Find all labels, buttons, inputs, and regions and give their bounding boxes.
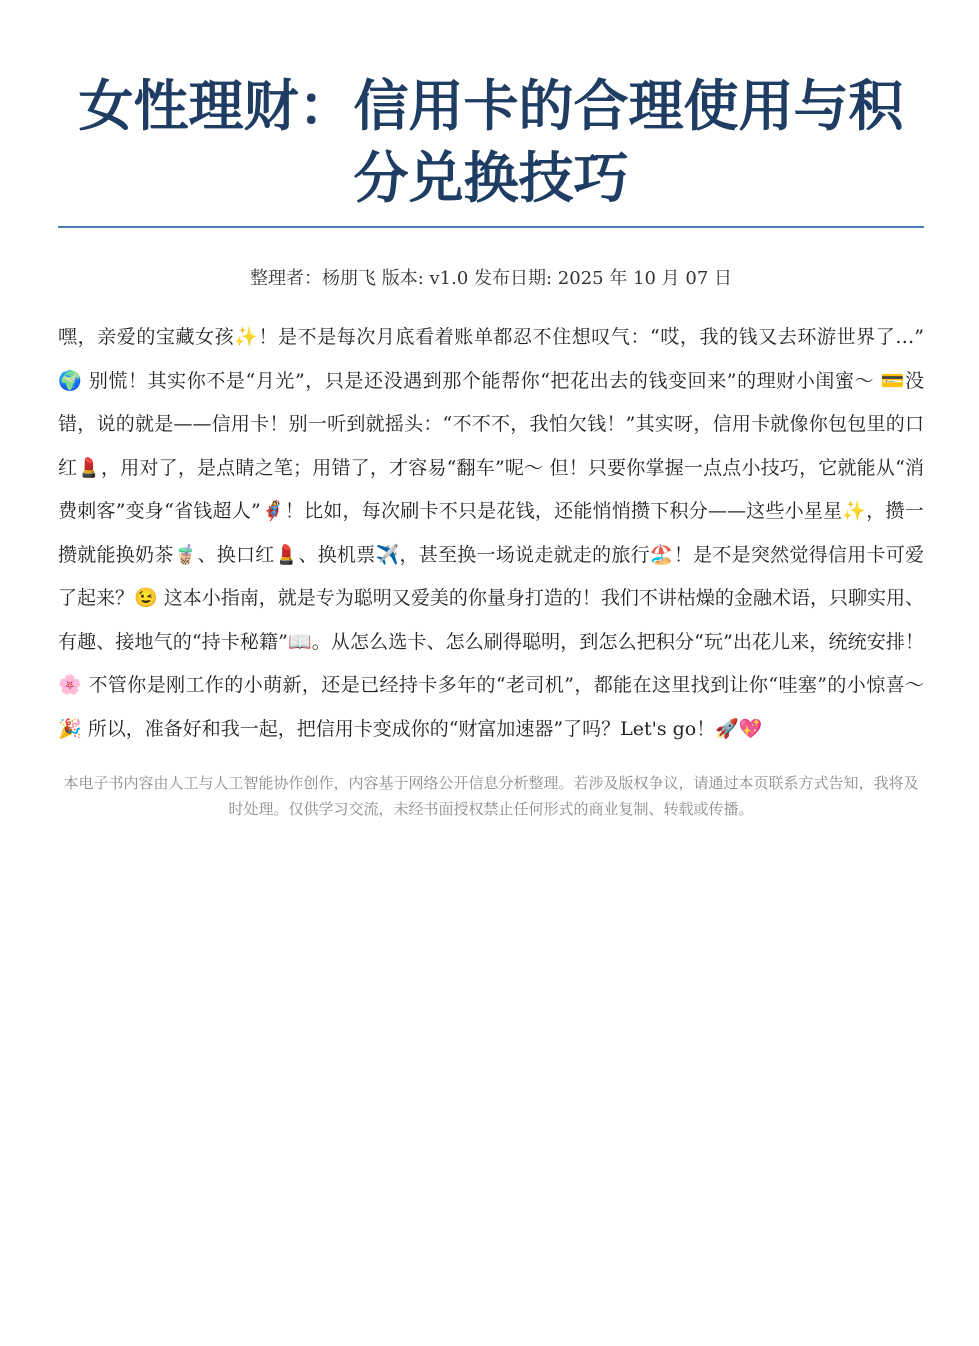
version-value: v1.0 (429, 268, 469, 289)
date-label: 发布日期: (468, 268, 558, 289)
publish-date: 2025 年 10 月 07 日 (557, 268, 733, 289)
document-meta (58, 266, 924, 292)
author-label: 整理者： (249, 268, 322, 289)
title-divider (58, 226, 924, 228)
author-name: 杨朋飞 (321, 268, 376, 289)
document-page (58, 0, 924, 837)
copyright-disclaimer: 本电子书内容由人工与人工智能协作创作，内容基于网络公开信息分析整理。若涉及版权争议，请通过本页联系方式告知，我将及时处理。仅供学习交流，未经书面授权禁止任何形式的商业复制、转载或传播。 (63, 774, 919, 818)
document-title: 女性理财：信用卡的合理使用与积分兑换技巧 (78, 74, 904, 210)
version-label: 版本: (375, 268, 430, 289)
intro-paragraph: 嘿，亲爱的宝藏女孩✨！是不是每次月底看着账单都忍不住想叹气：“哎，我的钱又去环游世界了…” 🌍 别慌！其实你不是“月光”，只是还没遇到那个能帮你“把花出去的钱变回来”的理财小闺蜜～ 💳没错，说的就是——信用卡！别一听到就摇头：“不不不，我怕欠钱！”其实呀，信用卡就像你包包里的口红💄，用对了，是点睛之笔；用错了，才容易“翻车”呢～ 但！只要你掌握一点点小技巧，它就能从“消费刺客”变身“省钱超人”🦸‍♀️！比如，每次刷卡不只是花钱，还能悄悄攒下积分——这些小星星✨，攒一攒就能换奶茶🧋、换口红💄、换机票✈️，甚至换一场说走就走的旅行🏖️！是不是突然觉得信用卡可爱了起来？😉 这本小指南，就是专为聪明又爱美的你量身打造的！我们不讲枯燥的金融术语，只聊实用、有趣、接地气的“持卡秘籍”📖。从怎么选卡、怎么刷得聪明，到怎么把积分“玩”出花儿来，统统安排！🌸 不管你是刚工作的小萌新，还是已经持卡多年的“老司机”，都能在这里找到让你“哇塞”的小惊喜～ 🎉 所以，准备好和我一起，把信用卡变成你的“财富加速器”了吗？Let's go！🚀💖 (58, 326, 924, 740)
